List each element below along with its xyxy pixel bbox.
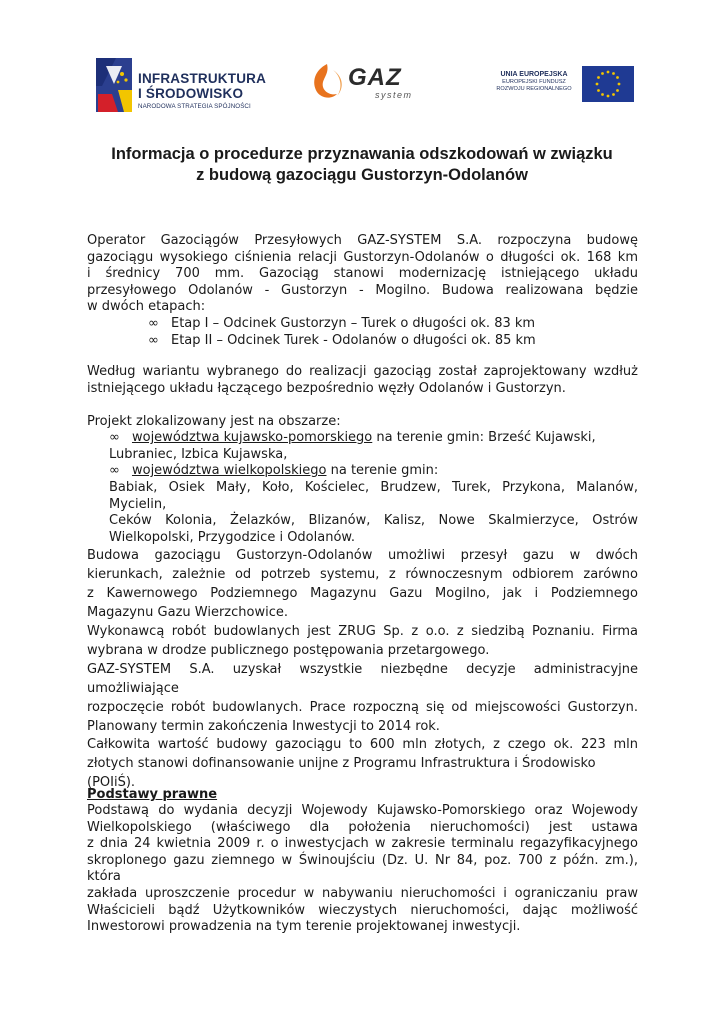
legal-heading: Podstawy prawne [87,787,218,802]
region-list-item [109,430,596,447]
legal-line: Wielkopolskiego (właściwego dla położenia nieruchomości) jest ustawa [87,819,638,835]
logo-gaz-sub: system [375,90,413,100]
bullet-icon: ∞ [109,430,120,445]
logo-infrastruktura-srodowisko [92,56,282,114]
legal-line: z dnia 24 kwietnia 2009 r. o inwestycjach w zakresie terminalu regazyfikacyjnego [87,836,638,852]
intro-line: Operator Gazociągów Przesyłowych GAZ-SYSTEM S.A. rozpoczyna budowę [87,233,638,248]
logo-unia-europejska [486,66,636,106]
intro-line: przesyłowego Odolanów - Gustorzyn - Mogilno. Budowa realizowana będzie [87,282,638,298]
region-name: województwa wielkopolskiego [131,463,327,478]
intro-line: i średnicy 700 mm. Gazociąg stanowi modernizację istniejącego układu [87,266,638,282]
logo-is-line2: I ŚRODOWISKO [138,86,244,101]
poland-eu-flag-icon [92,56,134,114]
header-logos [0,52,724,118]
transport-line: z Kawernowego Podziemnego Magazynu Gazu Mogilno, jak i Podziemnego [87,586,638,601]
logo-is-line1: INFRASTRUKTURA [138,71,267,86]
document-title [60,144,664,186]
municipality-line: Ceków Kolonia, Żelazków, Blizanów, Kalisz, Nowe Skalmierzyce, Ostrów [109,513,638,529]
logo-gaz-word: GAZ [348,64,402,91]
eu-flag-icon [582,66,634,102]
intro-line: gazociągu wysokiego ciśnienia relacji Gustorzyn-Odolanów o długości ok. 168 km [87,249,638,265]
gaz-flame-icon [307,60,347,104]
region-municipalities [109,480,638,546]
stage-text: Etap I – Odcinek Gustorzyn – Turek o długości ok. 83 km [170,316,536,331]
region-detail: na terenie gmin: Brześć Kujawski, [372,430,596,445]
value-line: Całkowita wartość budowy gazociągu to 600 mln złotych, z czego ok. 223 mln [87,737,638,752]
decisions-line-last: Planowany termin zakończenia Inwestycji to 2014 rok. [87,719,440,734]
municipality-line-last: Wielkopolski, Przygodzice i Odolanów. [109,529,355,545]
decisions-line: GAZ-SYSTEM S.A. uzyskał wszystkie niezbędne decyzje administracyjne umożliwiające [87,662,638,696]
intro-paragraph [87,233,638,316]
legal-line: Właścicieli bądź Użytkowników wieczystych nieruchomości, dając możliwość [87,902,638,918]
title-line2: z budową gazociągu Gustorzyn-Odolanów [196,166,528,184]
intro-line-last: w dwóch etapach: [87,299,206,315]
stage-list-item [148,316,535,333]
legal-line-last: Inwestorowi prowadzenia na tym terenie projektowanej inwestycji. [87,919,521,935]
municipality-line: Babiak, Osiek Mały, Koło, Kościelec, Brudzew, Turek, Przykona, Malanów, Mycielin, [109,480,638,512]
stage-list-item [148,333,536,350]
legal-line: zakłada uproszczenie procedur w nabywaniu nieruchomości i ograniczaniu praw [87,885,638,901]
logo-is-line3: NARODOWA STRATEGIA SPÓJNOŚCI [138,103,251,110]
transport-line: kierunkach, zależnie od potrzeb systemu, z równoczesnym odbiorem zarówno [87,567,638,582]
logo-eu-text [486,70,582,93]
legal-paragraph [87,803,638,936]
contractor-line: wybrana w drodze publicznego postępowania przetargowego. [87,643,490,658]
legal-line: skroplonego gazu ziemnego w Świnoujściu (Dz. U. Nr 84, poz. 700 z późn. zm.), która [87,852,638,885]
variant-paragraph [87,364,638,397]
logo-eu-line3: ROZWOJU REGIONALNEGO [496,86,572,92]
bullet-icon: ∞ [148,316,159,331]
stage-text: Etap II – Odcinek Turek - Odolanów o długości ok. 85 km [170,333,536,348]
bullet-icon: ∞ [109,463,120,478]
transport-line: Budowa gazociągu Gustorzyn-Odolanów umożliwi przesył gazu w dwóch [87,548,638,563]
variant-line: istniejącego układu łączącego bezpośrednio węzły Odolanów i Gustorzyn. [87,380,566,396]
region-detail-line: Lubraniec, Izbica Kujawska, [109,447,288,462]
title-line1: Informacja o procedurze przyznawania odszkodowań w związku [111,145,613,163]
region-detail: na terenie gmin: [326,463,439,478]
region-name: województwa kujawsko-pomorskiego [131,430,373,445]
variant-line: Według wariantu wybranego do realizacji gazociąg został zaprojektowany wzdłuż [87,364,638,379]
contractor-line: Wykonawcą robót budowlanych jest ZRUG Sp. z o.o. z siedzibą Poznaniu. Firma [87,624,638,639]
transport-line-last: Magazynu Gazu Wierzchowice. [87,605,288,620]
logo-gaz-system [305,60,455,110]
legal-line: Podstawą do wydania decyzji Wojewody Kujawsko-Pomorskiego oraz Wojewody [87,803,638,818]
transport-paragraph [87,546,638,736]
value-line: złotych stanowi dofinansowanie unijne z Programu Infrastruktura i Środowisko (POIiŚ). [87,756,596,790]
decisions-line: rozpoczęcie robót budowlanych. Prace rozpoczną się od miejscowości Gustorzyn. [87,700,638,715]
project-intro: Projekt zlokalizowany jest na obszarze: [87,414,341,429]
logo-eu-line1: UNIA EUROPEJSKA [500,71,568,78]
bullet-icon: ∞ [148,333,159,348]
logo-eu-line2: EUROPEJSKI FUNDUSZ [502,79,566,85]
value-paragraph [87,735,638,792]
region-list-item [109,463,438,480]
